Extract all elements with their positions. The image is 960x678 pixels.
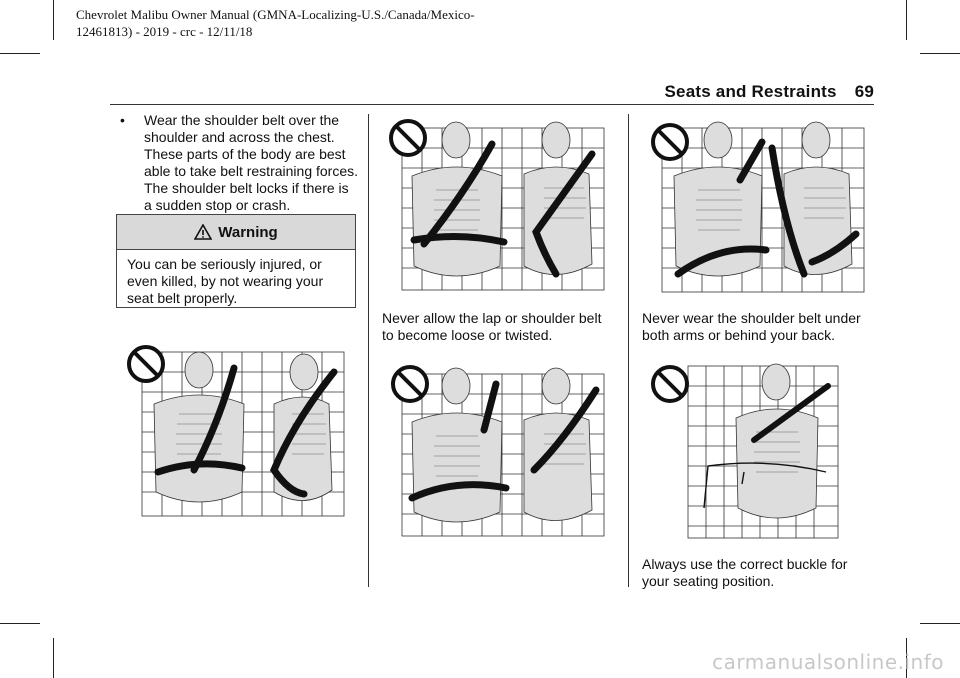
prohibited-icon	[129, 347, 163, 381]
column-divider-2	[628, 114, 629, 587]
warning-title: Warning	[218, 223, 278, 241]
warning-box	[116, 214, 356, 308]
section-header	[665, 82, 875, 102]
prohibited-icon	[653, 367, 687, 401]
prohibited-icon	[653, 125, 687, 159]
running-header-line2: 12461813) - 2019 - crc - 12/11/18	[76, 24, 253, 39]
caption-loose-twisted: Never allow the lap or shoulder belt to become loose or twisted.	[382, 310, 602, 343]
prohibited-icon	[391, 121, 425, 155]
header-rule	[110, 104, 874, 105]
illustration-belt-incorrect-front-side	[124, 342, 346, 518]
watermark: carmanualsonline.info	[712, 650, 944, 674]
bullet-text: Wear the shoulder belt over the shoulder and across the chest. These parts of the body are best able to take belt restraining forces. The shoulder belt locks if there is a sudden stop or crash.	[144, 112, 359, 213]
illustration-wrong-buckle	[648, 360, 840, 540]
bullet-item	[120, 112, 360, 214]
illustration-belt-under-arms	[644, 114, 866, 294]
prohibited-icon	[393, 367, 427, 401]
warning-triangle-icon	[194, 224, 212, 240]
illustration-belt-across-abdomen	[384, 360, 606, 538]
section-title: Seats and Restraints	[664, 82, 837, 101]
caption-correct-buckle: Always use the correct buckle for your seating position.	[642, 556, 848, 589]
running-header-line1: Chevrolet Malibu Owner Manual (GMNA-Localizing-U.S./Canada/Mexico-	[76, 7, 475, 22]
warning-header	[117, 215, 355, 250]
bullet-marker: •	[120, 112, 125, 128]
column-divider-1	[368, 114, 369, 587]
warning-body: You can be seriously injured, or even killed, by not wearing your seat belt properly.	[127, 256, 324, 306]
illustration-belt-loose-twisted	[384, 114, 606, 292]
running-header	[76, 6, 475, 40]
page-number: 69	[854, 82, 874, 101]
caption-under-arms: Never wear the shoulder belt under both arms or behind your back.	[642, 310, 861, 343]
